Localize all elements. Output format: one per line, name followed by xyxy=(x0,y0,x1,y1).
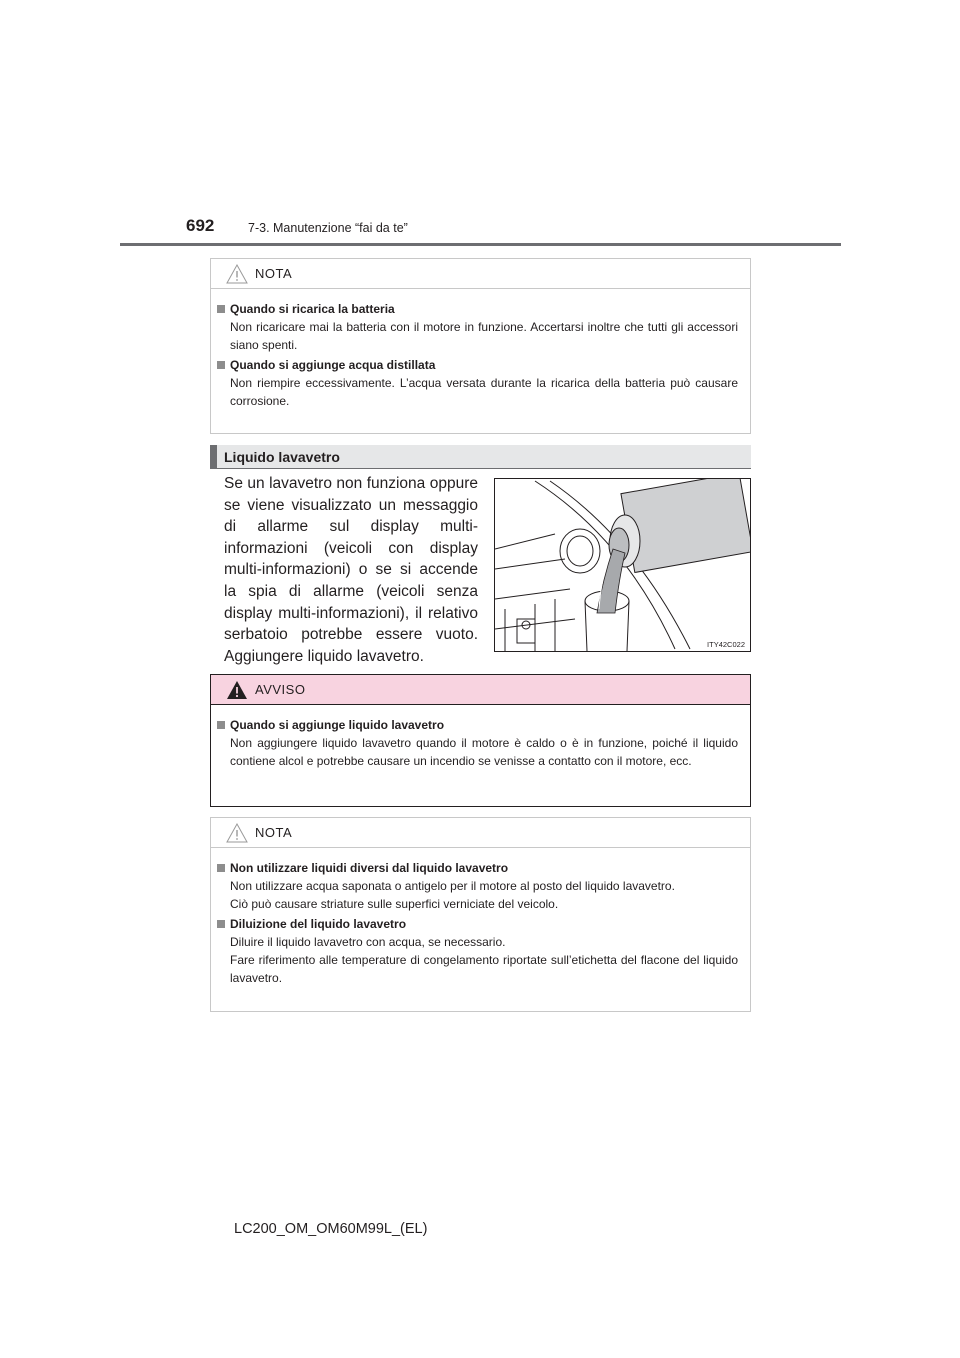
warning-filled-icon xyxy=(226,680,248,700)
square-bullet-icon xyxy=(217,305,225,313)
warning-box xyxy=(210,674,751,807)
notice-item-title: Quando si aggiunge acqua distillata xyxy=(217,358,738,372)
notice-label: NOTA xyxy=(255,825,293,840)
notice-item-text: Non riempire eccessivamente. L’acqua versata durante la ricarica della batteria può causare corrosione. xyxy=(230,376,738,408)
caution-outline-icon xyxy=(226,264,248,284)
warning-item-title: Quando si aggiunge liquido lavavetro xyxy=(217,718,738,732)
notice-item-title: Quando si ricarica la batteria xyxy=(217,302,738,316)
notice-item-text: Diluire il liquido lavavetro con acqua, se necessario. xyxy=(230,935,506,949)
document-code: LC200_OM_OM60M99L_(EL) xyxy=(234,1221,428,1237)
notice-item-title: Non utilizzare liquidi diversi dal liquido lavavetro xyxy=(217,861,738,875)
notice-header xyxy=(211,259,750,289)
notice-box-battery xyxy=(210,258,751,434)
square-bullet-icon xyxy=(217,864,225,872)
washer-fluid-paragraph: Se un lavavetro non funziona oppure se viene visualizzato un messaggio di allarme sul display multi-informazioni (veicoli con display multi-informazioni) o se si accende la spia di allarme (veicoli senza display multi-informazioni), il relativo serbatoio potrebbe essere vuoto. Aggiungere liquido lavavetro. xyxy=(224,475,478,665)
square-bullet-icon xyxy=(217,920,225,928)
section-heading-text: Liquido lavavetro xyxy=(224,449,340,465)
page-number: 692 xyxy=(186,216,215,235)
square-bullet-icon xyxy=(217,721,225,729)
notice-box-washer xyxy=(210,817,751,1012)
notice-item-title: Diluizione del liquido lavavetro xyxy=(217,917,738,931)
warning-item-text: Non aggiungere liquido lavavetro quando il motore è caldo o è in funzione, poiché il liquido contiene alcol e potrebbe causare un incendio se venisse a contatto con il motore, ecc. xyxy=(230,736,738,768)
warning-label: AVVISO xyxy=(255,682,306,697)
square-bullet-icon xyxy=(217,361,225,369)
notice-header xyxy=(211,818,750,848)
section-heading xyxy=(210,445,751,469)
notice-item-text: Ciò può causare striature sulle superfici verniciate del veicolo. xyxy=(230,897,559,911)
heading-accent xyxy=(210,445,217,469)
pouring-fluid-image xyxy=(495,479,751,652)
illustration-code: ITY42C022 xyxy=(707,640,745,649)
washer-fluid-illustration xyxy=(494,478,751,652)
notice-label: NOTA xyxy=(255,266,293,281)
notice-item-text: Fare riferimento alle temperature di congelamento riportate sull’etichetta del flacone del liquido lavavetro. xyxy=(230,953,738,985)
caution-outline-icon xyxy=(226,823,248,843)
warning-header xyxy=(211,675,750,705)
notice-item-text: Non utilizzare acqua saponata o antigelo per il motore al posto del liquido lavavetro. xyxy=(230,879,675,893)
header-rule xyxy=(120,243,841,246)
notice-item-text: Non ricaricare mai la batteria con il motore in funzione. Accertarsi inoltre che tutti gli accessori siano spenti. xyxy=(230,320,738,352)
section-title: 7-3. Manutenzione “fai da te” xyxy=(248,221,408,235)
